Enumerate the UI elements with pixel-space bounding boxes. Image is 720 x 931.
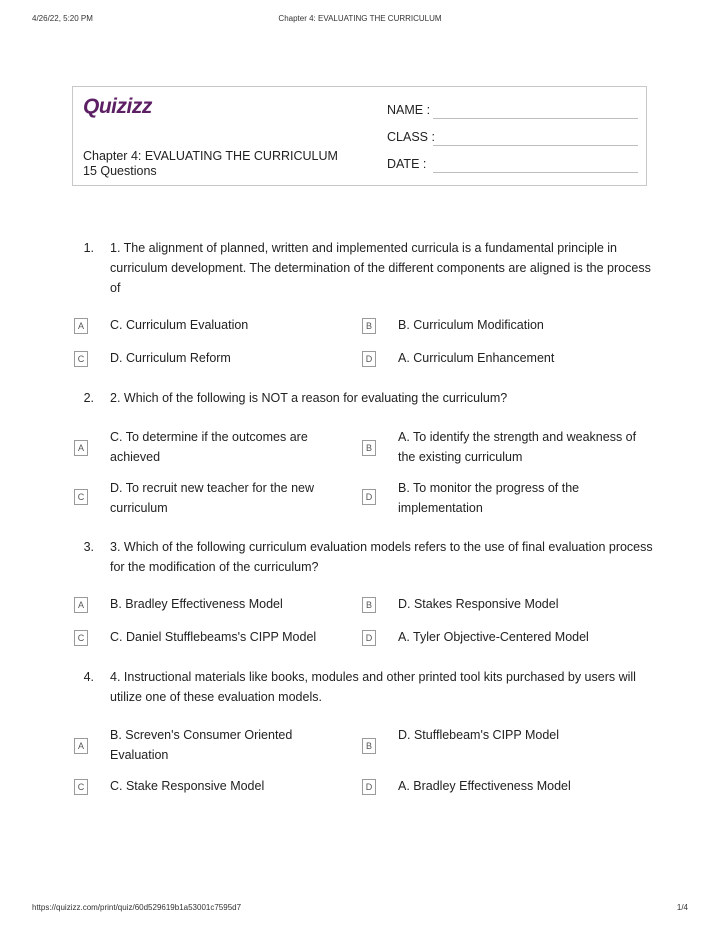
option-text: B. Curriculum Modification <box>398 318 544 332</box>
print-title: Chapter 4: EVALUATING THE CURRICULUM <box>278 14 442 23</box>
option-text: C. Stake Responsive Model <box>110 779 265 793</box>
option-text: C. Daniel Stufflebeams's CIPP Model <box>110 630 317 644</box>
option-text: D. Curriculum Reform <box>110 351 231 365</box>
question-text: 2. Which of the following is NOT a reason for evaluating the curriculum? <box>110 391 508 405</box>
option-letter-box[interactable]: A <box>74 597 88 613</box>
option-letter-box[interactable]: D <box>362 489 376 505</box>
option-text: B. Screven's Consumer Oriented Evaluation <box>110 728 293 762</box>
option-text: D. To recruit new teacher for the new curriculum <box>110 481 315 515</box>
option-text: B. Bradley Effectiveness Model <box>110 597 283 611</box>
question-number: 4. <box>83 670 94 684</box>
option-letter-box[interactable]: D <box>362 351 376 367</box>
quiz-title: Chapter 4: EVALUATING THE CURRICULUM <box>83 149 338 163</box>
footer-url: https://quizizz.com/print/quiz/60d529619b1a53001c7595d7 <box>32 903 242 912</box>
option-letter-box[interactable]: C <box>74 779 88 795</box>
option-text: A. To identify the strength and weakness of the existing curriculum <box>398 430 637 464</box>
option-letter-box[interactable]: B <box>362 597 376 613</box>
option-letter-box[interactable]: D <box>362 779 376 795</box>
option-text: C. To determine if the outcomes are achieved <box>110 430 308 464</box>
option-letter-box[interactable]: C <box>74 630 88 646</box>
option-letter-box[interactable]: A <box>74 440 88 456</box>
print-header <box>0 14 720 28</box>
question-text: 1. The alignment of planned, written and implemented curricula is a fundamental principle in curriculum development. The determination of the different components are aligned is the process of <box>110 241 651 295</box>
option-text: B. To monitor the progress of the implementation <box>398 481 580 515</box>
option-letter-box[interactable]: A <box>74 318 88 334</box>
option-text: A. Curriculum Enhancement <box>398 351 555 365</box>
option-text: C. Curriculum Evaluation <box>110 318 249 332</box>
name-label: NAME : <box>387 103 431 117</box>
print-datetime: 4/26/22, 5:20 PM <box>32 14 93 23</box>
option-letter-box[interactable]: C <box>74 351 88 367</box>
option-letter-box[interactable]: B <box>362 440 376 456</box>
option-letter-box[interactable]: D <box>362 630 376 646</box>
option-letter-box[interactable]: A <box>74 738 88 754</box>
question-number: 1. <box>83 241 94 255</box>
option-text: D. Stufflebeam's CIPP Model <box>398 728 560 742</box>
name-line <box>433 118 638 119</box>
date-line <box>433 172 638 173</box>
question-count: 15 Questions <box>83 164 157 178</box>
quiz-info-box <box>72 86 647 186</box>
date-label: DATE : <box>387 157 427 171</box>
option-text: A. Tyler Objective-Centered Model <box>398 630 589 644</box>
option-letter-box[interactable]: B <box>362 318 376 334</box>
page-number: 1/4 <box>676 903 688 912</box>
question-number: 2. <box>83 391 94 405</box>
option-letter-box[interactable]: B <box>362 738 376 754</box>
class-line <box>433 145 638 146</box>
question-number: 3. <box>83 540 94 554</box>
class-label: CLASS : <box>387 130 435 144</box>
quizizz-logo: Quizizz <box>83 95 152 118</box>
option-text: A. Bradley Effectiveness Model <box>398 779 571 793</box>
option-letter-box[interactable]: C <box>74 489 88 505</box>
option-text: D. Stakes Responsive Model <box>398 597 559 611</box>
question-text: 4. Instructional materials like books, modules and other printed tool kits purchased by users will utilize one of these evaluation models. <box>110 670 636 704</box>
question-text: 3. Which of the following curriculum evaluation models refers to the use of final evaluation process for the modification of the curriculum? <box>110 540 653 574</box>
